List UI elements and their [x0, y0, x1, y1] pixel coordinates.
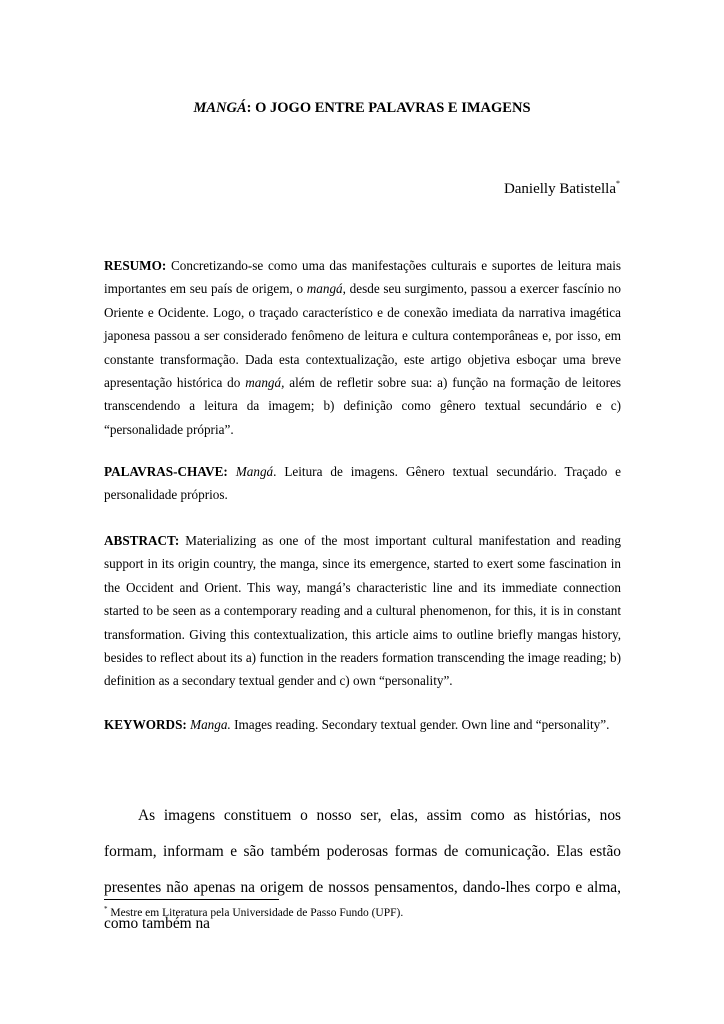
resumo-italic-1: mangá [306, 281, 343, 297]
palavras-chave-text: . Leitura de imagens. Gênero textual secundário. Traçado e personalidade próprios. [104, 464, 621, 503]
abstract-label: ABSTRACT: [104, 533, 180, 548]
resumo-italic-2: mangá, [245, 375, 285, 391]
footnote-mark: * [104, 905, 108, 913]
author-name: Danielly Batistella [503, 181, 616, 197]
abstract-text: Materializing as one of the most important cultural manifestation and reading support in its origin country, the manga, since its emergence, started to exert some fascination in the Occident and Orient. This way, mangá’s characteristic line and its immediate connection started to be seen as a contemporary reading and a cultural phenomenon, for this, it is in constant transformation. Giving this contextualization, this article aims to outline briefly mangas history, besides to reflect about its a) function in the readers formation transcending the image reading; b) definition as a secondary textual gender and c) own “personality”. [104, 533, 621, 689]
article-title [0, 100, 724, 117]
author [504, 179, 620, 198]
title-manga-italic: MANGÁ [193, 100, 247, 116]
footnote-divider [104, 899, 279, 900]
resumo-paragraph [104, 254, 621, 441]
palavras-chave-italic: Mangá [235, 464, 274, 479]
keywords-paragraph [104, 713, 621, 736]
footnote [104, 905, 403, 919]
footnote-text: Mestre em Literatura pela Universidade de Passo Fundo (UPF). [107, 907, 404, 919]
resumo-label: RESUMO: [104, 258, 167, 273]
body-paragraph: As imagens constituem o nosso ser, elas, assim como as histórias, nos formam, informam e são também poderosas formas de comunicação. Elas estão presentes não apenas na origem de nossos pensamentos, dando-lhes corpo e alma, como também na [104, 807, 621, 932]
resumo-text-2: , desde seu surgimento, passou a exercer fascínio no Oriente e Ocidente. Logo, o traçado característico e de conexão imediata da narrativa imagética japonesa passou a ser considerado fenômeno de leitura e cultura contemporâneas e, por isso, em constante transformação. Dada esta contextualização, este artigo objetiva esboçar uma breve apresentação histórica do [104, 281, 621, 391]
palavras-chave-label: PALAVRAS-CHAVE: [104, 464, 228, 479]
keywords-italic: Manga. [190, 717, 231, 732]
author-footnote-mark: * [616, 179, 620, 188]
keywords-text: Images reading. Secondary textual gender. Own line and “personality”. [230, 717, 610, 732]
abstract-paragraph [104, 529, 621, 693]
palavras-chave-paragraph [104, 460, 621, 507]
resumo-text-3: além de refletir sobre sua: a) função na formação de leitores transcendendo a leitura da imagem; b) definição como gênero textual secundário e c) “personalidade própria”. [104, 375, 621, 437]
keywords-label: KEYWORDS: [104, 717, 187, 732]
title-rest: : O JOGO ENTRE PALAVRAS E IMAGENS [246, 100, 531, 116]
resumo-text-1: Concretizando-se como uma das manifestações culturais e suportes de leitura mais importantes em seu país de origem, o [104, 258, 621, 297]
